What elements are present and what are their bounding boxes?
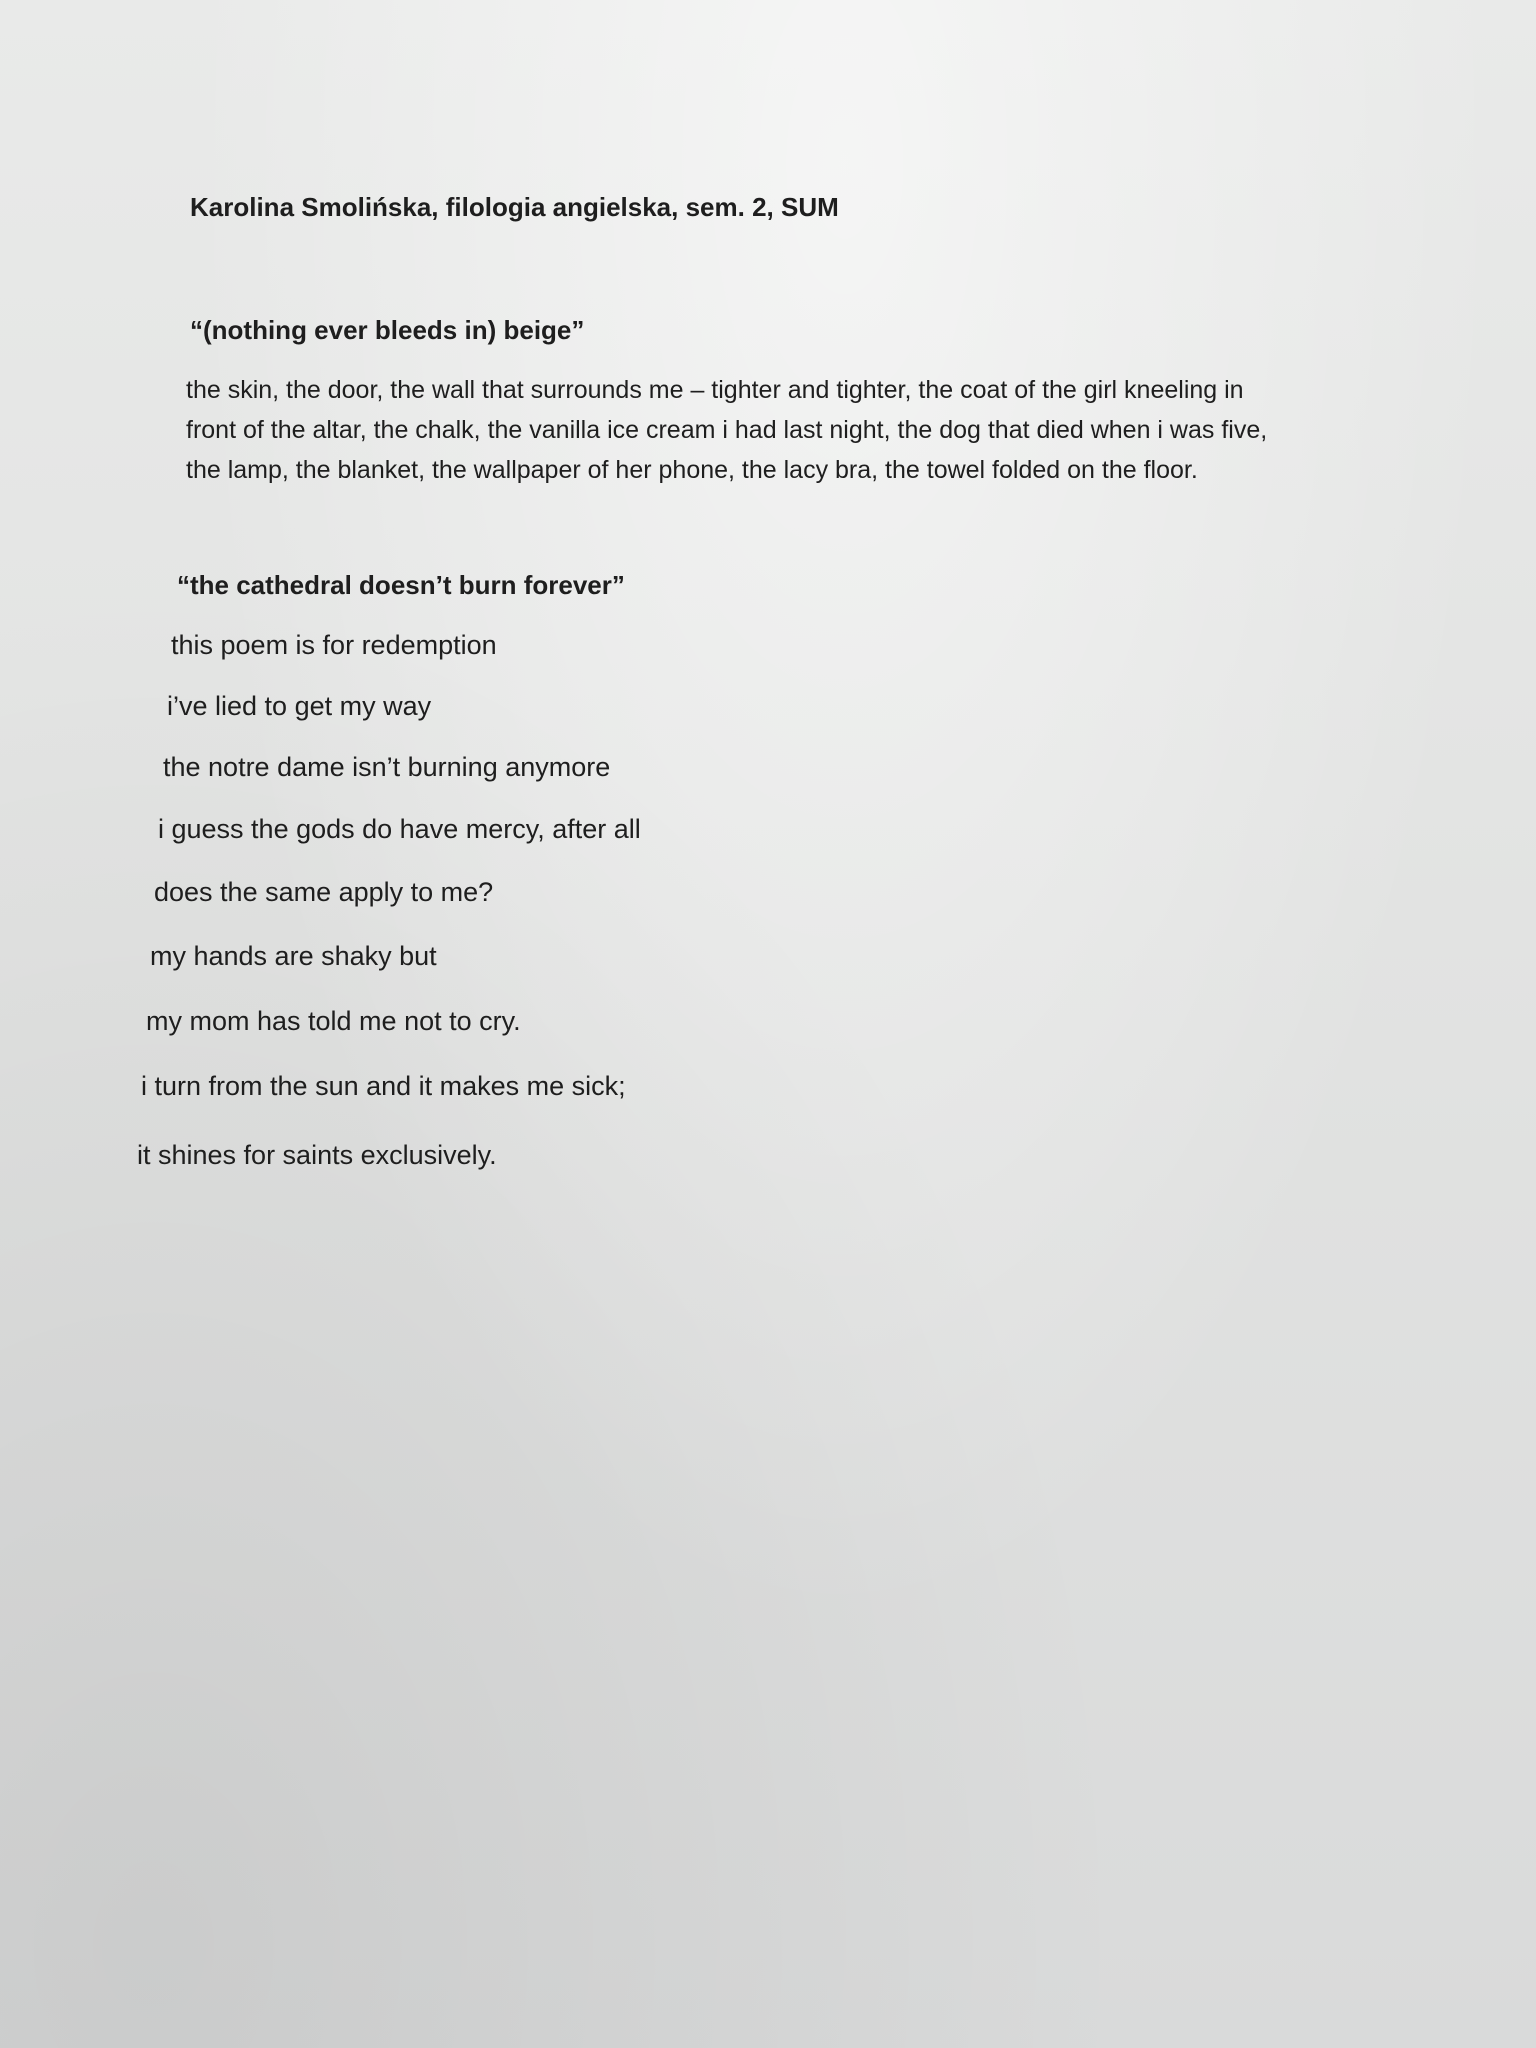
author-header: Karolina Smolińska, filologia angielska, sem. 2, SUM bbox=[190, 192, 839, 222]
poem-1-line: the skin, the door, the wall that surrounds me – tighter and tighter, the coat of the girl kneeling in bbox=[186, 376, 1244, 404]
poem-1-line: front of the altar, the chalk, the vanilla ice cream i had last night, the dog that died when i was five, bbox=[186, 416, 1268, 444]
poem-2-line: i turn from the sun and it makes me sick; bbox=[141, 1071, 626, 1101]
poem-2-line: my mom has told me not to cry. bbox=[146, 1006, 521, 1036]
poem-2-line: i’ve lied to get my way bbox=[167, 691, 432, 721]
poem-2-line: it shines for saints exclusively. bbox=[137, 1140, 497, 1170]
poem-2-line: does the same apply to me? bbox=[154, 877, 494, 907]
poem-2-title: “the cathedral doesn’t burn forever” bbox=[177, 570, 625, 600]
poem-1-body bbox=[186, 370, 1446, 490]
poem-2-line: the notre dame isn’t burning anymore bbox=[163, 752, 611, 782]
poem-2-line: this poem is for redemption bbox=[171, 630, 497, 660]
poem-1-line: the lamp, the blanket, the wallpaper of her phone, the lacy bra, the towel folded on the floor. bbox=[186, 456, 1198, 484]
poem-2-line: my hands are shaky but bbox=[150, 941, 437, 971]
poem-2-line: i guess the gods do have mercy, after all bbox=[158, 814, 641, 844]
poem-1-title: “(nothing ever bleeds in) beige” bbox=[190, 315, 585, 345]
